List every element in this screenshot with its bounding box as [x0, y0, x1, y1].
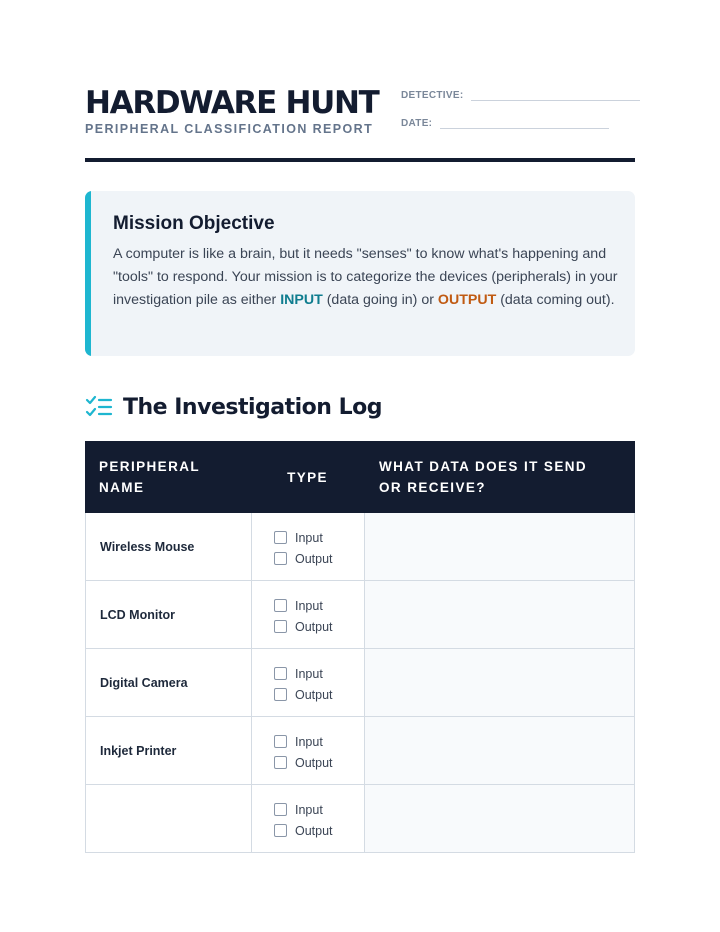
input-option-label: Input — [295, 734, 323, 749]
report-header — [85, 86, 635, 162]
peripheral-name: Inkjet Printer — [100, 743, 177, 758]
output-checkbox[interactable] — [274, 552, 287, 565]
mission-text-part1: A computer is like a brain, but it needs "senses" to know what's happening and "tools" to respond. Your mission is to categorize the devices (peripherals) in your investigation pile as either — [113, 246, 618, 308]
type-cell — [252, 581, 365, 648]
input-option[interactable] — [274, 731, 364, 752]
input-option-label: Input — [295, 530, 323, 545]
keyword-output: OUTPUT — [437, 292, 497, 308]
data-description-cell[interactable] — [365, 717, 634, 784]
table-row — [85, 649, 635, 717]
output-option-label: Output — [295, 687, 333, 702]
peripheral-name-cell[interactable] — [86, 649, 252, 716]
date-label: DATE: — [401, 118, 433, 129]
output-option[interactable] — [274, 684, 364, 705]
date-field[interactable] — [401, 117, 609, 129]
peripheral-name: LCD Monitor — [100, 607, 175, 622]
input-option[interactable] — [274, 663, 364, 684]
header-type — [251, 441, 364, 513]
input-checkbox[interactable] — [274, 667, 287, 680]
type-cell — [252, 513, 365, 580]
log-title: The Investigation Log — [123, 394, 382, 420]
mission-title: Mission Objective — [113, 213, 275, 234]
type-cell — [252, 785, 365, 852]
investigation-table — [85, 441, 635, 853]
type-cell — [252, 717, 365, 784]
table-header — [85, 441, 635, 513]
output-option[interactable] — [274, 820, 364, 841]
output-option-label: Output — [295, 823, 333, 838]
input-option[interactable] — [274, 527, 364, 548]
header-data-text: WHAT DATA DOES IT SEND OR RECEIVE? — [379, 459, 588, 495]
output-checkbox[interactable] — [274, 824, 287, 837]
output-option[interactable] — [274, 548, 364, 569]
mission-text-part3: (data coming out). — [496, 292, 615, 308]
output-option-label: Output — [295, 755, 333, 770]
output-option[interactable] — [274, 616, 364, 637]
data-description-cell[interactable] — [365, 581, 634, 648]
checklist-icon — [85, 395, 113, 419]
output-checkbox[interactable] — [274, 620, 287, 633]
investigation-log-heading — [85, 392, 382, 422]
output-checkbox[interactable] — [274, 756, 287, 769]
input-option-label: Input — [295, 802, 323, 817]
detective-label: DETECTIVE: — [401, 90, 464, 101]
output-option-label: Output — [295, 619, 333, 634]
input-checkbox[interactable] — [274, 735, 287, 748]
page-subtitle: PERIPHERAL CLASSIFICATION REPORT — [85, 122, 374, 136]
peripheral-name: Digital Camera — [100, 675, 188, 690]
header-data — [364, 441, 635, 513]
table-row — [85, 785, 635, 853]
input-checkbox[interactable] — [274, 803, 287, 816]
header-divider — [85, 158, 635, 162]
mission-accent-bar — [85, 191, 91, 356]
peripheral-name-cell[interactable] — [86, 581, 252, 648]
input-option-label: Input — [295, 666, 323, 681]
input-option[interactable] — [274, 799, 364, 820]
mission-text-part2: (data going in) or — [322, 292, 438, 308]
type-cell — [252, 649, 365, 716]
page-title: HARDWARE HUNT — [85, 85, 379, 121]
data-description-cell[interactable] — [365, 785, 634, 852]
output-checkbox[interactable] — [274, 688, 287, 701]
table-body — [85, 513, 635, 853]
peripheral-name: Wireless Mouse — [100, 539, 195, 554]
peripheral-name-cell[interactable] — [86, 513, 252, 580]
table-row — [85, 513, 635, 581]
peripheral-name-cell[interactable] — [86, 785, 252, 852]
output-option[interactable] — [274, 752, 364, 773]
header-peripheral-name — [85, 441, 251, 513]
detective-line[interactable] — [471, 89, 640, 101]
header-type-text: TYPE — [287, 469, 328, 485]
data-description-cell[interactable] — [365, 649, 634, 716]
table-row — [85, 717, 635, 785]
input-checkbox[interactable] — [274, 531, 287, 544]
data-description-cell[interactable] — [365, 513, 634, 580]
peripheral-name-cell[interactable] — [86, 717, 252, 784]
keyword-input: INPUT — [280, 292, 323, 308]
header-peripheral-name-text: PERIPHERAL NAME — [99, 459, 200, 495]
mission-text — [113, 243, 618, 312]
table-row — [85, 581, 635, 649]
detective-field[interactable] — [401, 89, 640, 101]
input-option-label: Input — [295, 598, 323, 613]
input-option[interactable] — [274, 595, 364, 616]
input-checkbox[interactable] — [274, 599, 287, 612]
date-line[interactable] — [440, 117, 609, 129]
mission-objective-panel — [85, 191, 635, 356]
output-option-label: Output — [295, 551, 333, 566]
